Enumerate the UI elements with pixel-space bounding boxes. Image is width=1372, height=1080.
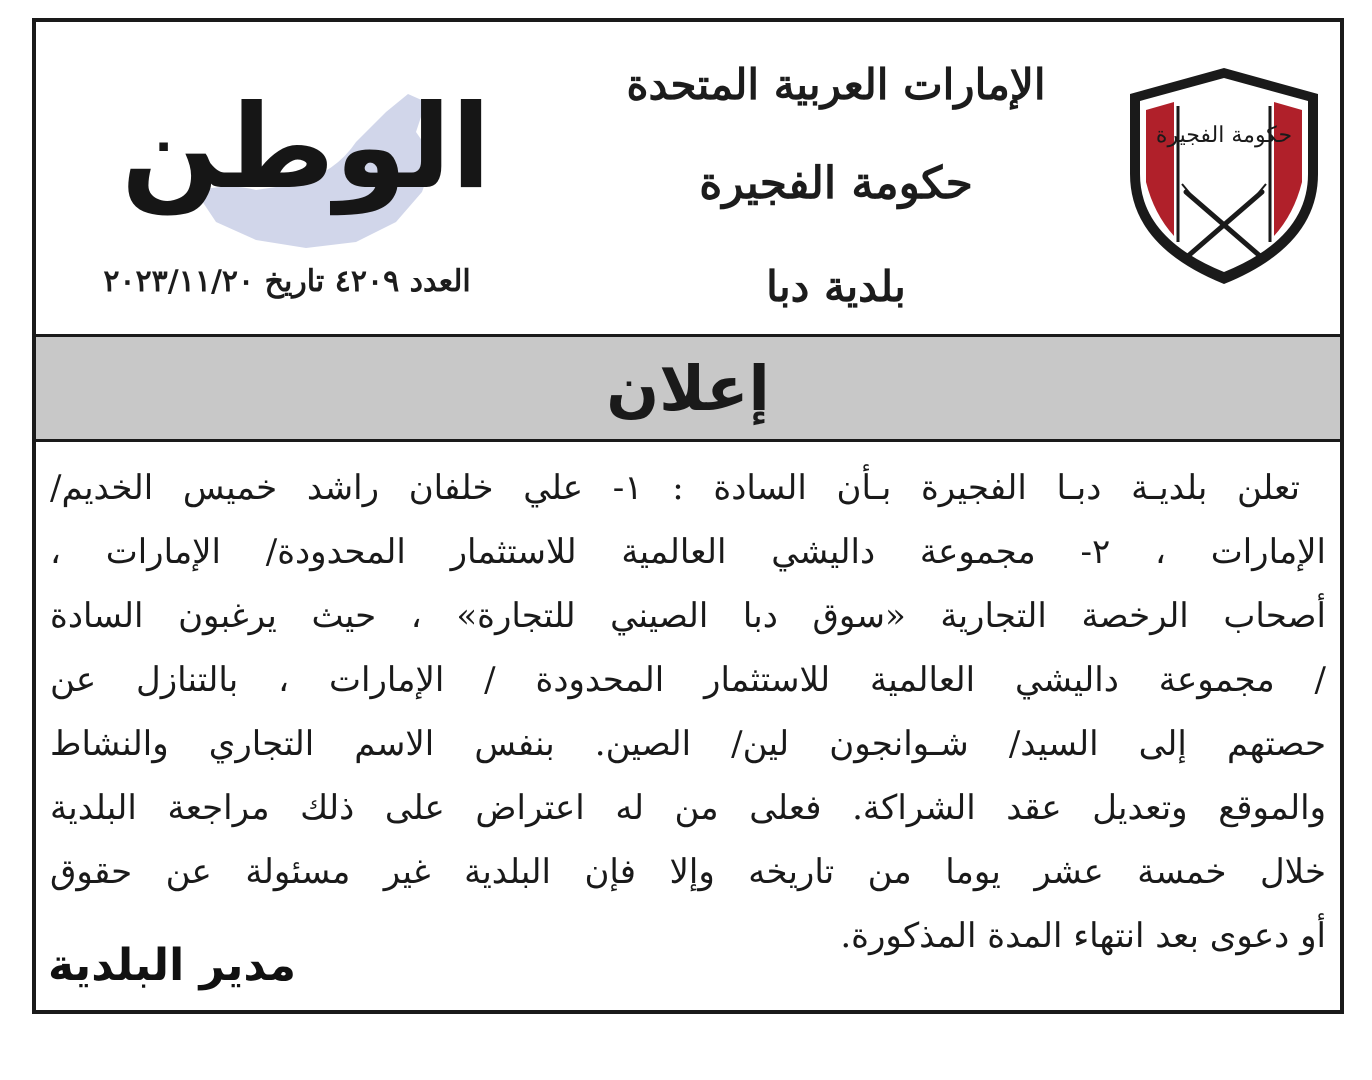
announcement-frame — [32, 18, 1344, 1014]
body-line: حصتهم إلى السيد/ شـوانجون لين/ الصين. بنفس الاسم التجاري والنشاط — [50, 724, 1326, 764]
newspaper-logo: الوطن — [121, 80, 491, 215]
body-line: والموقع وتعديل عقد الشراكة. فعلى من له اعتراض على ذلك مراجعة البلدية — [50, 788, 1326, 828]
country-name: الإمارات العربية المتحدة — [626, 60, 1046, 109]
title-bar — [36, 334, 1340, 442]
signature: مدير البلدية — [48, 940, 297, 991]
government-name: حكومة الفجيرة — [699, 158, 973, 209]
body-line: أصحاب الرخصة التجارية «سوق دبا الصيني للتجارة» ، حيث يرغبون السادة — [50, 596, 1326, 636]
body-line: تعلن بلديـة دبـا الفجيرة بـأن السادة : ١- علي خلفان راشد خميس الخديم/ — [50, 468, 1300, 508]
emblem-text: حكومة الفجيرة — [1155, 123, 1293, 148]
body-line: / مجموعة داليشي العالمية للاستثمار المحدودة / الإمارات ، بالتنازل عن — [50, 660, 1326, 700]
body-line: خلال خمسة عشر يوما من تاريخه وإلا فإن البلدية غير مسئولة عن حقوق — [50, 852, 1326, 892]
issue-date: العدد ٤٢٠٩ تاريخ ٢٠٢٣/١١/٢٠ — [103, 264, 471, 299]
body-line: أو دعوى بعد انتهاء المدة المذكورة. — [840, 916, 1326, 956]
body-line: الإمارات ، ٢- مجموعة داليشي العالمية للاستثمار المحدودة/ الإمارات ، — [50, 532, 1326, 572]
announcement-body — [50, 456, 1326, 968]
fujairah-emblem-icon — [1124, 64, 1324, 288]
municipality-name: بلدية دبا — [766, 262, 906, 311]
announcement-title: إعلان — [606, 351, 770, 425]
